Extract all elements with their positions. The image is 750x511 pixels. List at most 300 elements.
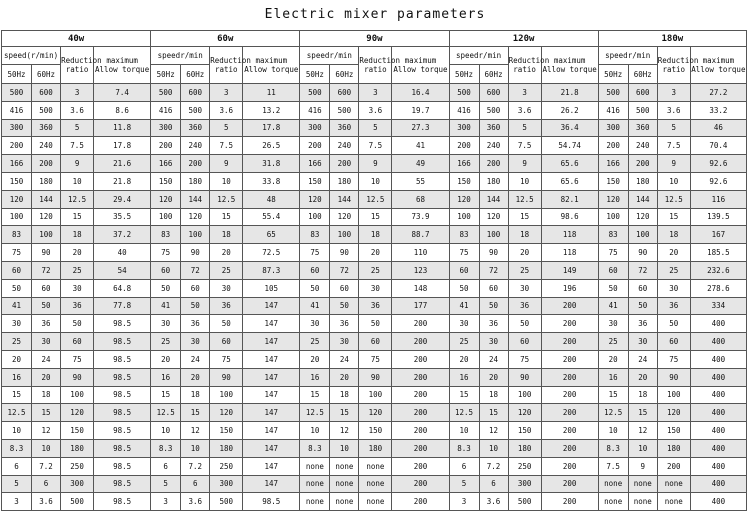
table-cell: 200 <box>541 439 598 457</box>
table-cell: 20 <box>32 368 61 386</box>
table-cell: 200 <box>2 137 32 155</box>
table-cell: 10 <box>181 439 210 457</box>
hz50-header: 50Hz <box>300 65 330 84</box>
table-cell: 92.6 <box>690 172 746 190</box>
table-cell: 200 <box>330 155 359 173</box>
table-cell: 15 <box>32 404 61 422</box>
table-cell: 30 <box>61 279 94 297</box>
table-cell: 90 <box>210 368 243 386</box>
table-cell: 196 <box>541 279 598 297</box>
hz60-header: 60Hz <box>628 65 657 84</box>
table-cell: 3 <box>359 84 392 102</box>
table-cell: 100 <box>151 208 181 226</box>
hz60-header: 60Hz <box>32 65 61 84</box>
table-cell: 21.8 <box>541 84 598 102</box>
table-cell: 400 <box>690 368 746 386</box>
table-row <box>2 493 747 511</box>
table-cell: 20 <box>151 350 181 368</box>
hz50-header: 50Hz <box>449 65 479 84</box>
table-cell: 77.8 <box>94 297 151 315</box>
table-cell: 500 <box>210 493 243 511</box>
table-cell: 98.5 <box>94 439 151 457</box>
table-cell: 300 <box>598 119 628 137</box>
table-cell: 5 <box>151 475 181 493</box>
table-cell: 73.9 <box>392 208 449 226</box>
power-header: 60w <box>151 31 300 47</box>
table-cell: 10 <box>300 422 330 440</box>
table-cell: 200 <box>628 155 657 173</box>
table-cell: 180 <box>61 439 94 457</box>
table-cell: 400 <box>690 386 746 404</box>
table-cell: 150 <box>61 422 94 440</box>
table-cell: 9 <box>628 457 657 475</box>
table-cell: 3.6 <box>359 101 392 119</box>
table-cell: 55 <box>392 172 449 190</box>
table-cell: 200 <box>392 475 449 493</box>
table-cell: 48 <box>243 190 300 208</box>
table-cell: none <box>657 475 690 493</box>
table-cell: 41 <box>598 297 628 315</box>
table-cell: 120 <box>61 404 94 422</box>
table-cell: 30 <box>479 333 508 351</box>
table-cell: 7.2 <box>479 457 508 475</box>
table-cell: 60 <box>32 279 61 297</box>
table-cell: 148 <box>392 279 449 297</box>
table-cell: 500 <box>181 101 210 119</box>
table-cell: 150 <box>210 422 243 440</box>
table-cell: 6 <box>2 457 32 475</box>
table-cell: 54 <box>94 261 151 279</box>
table-cell: 180 <box>359 439 392 457</box>
table-cell: 25 <box>2 333 32 351</box>
table-cell: 10 <box>210 172 243 190</box>
table-cell: 90 <box>61 368 94 386</box>
table-cell: 12.5 <box>359 190 392 208</box>
table-cell: 600 <box>628 84 657 102</box>
table-cell: 6 <box>479 475 508 493</box>
power-header-row <box>2 31 747 47</box>
table-cell: 250 <box>508 457 541 475</box>
table-cell: 15 <box>479 404 508 422</box>
table-cell: 150 <box>359 422 392 440</box>
table-cell: 60 <box>359 333 392 351</box>
table-cell: 5 <box>61 119 94 137</box>
table-cell: 18 <box>359 226 392 244</box>
table-cell: 600 <box>181 84 210 102</box>
table-cell: 60 <box>210 333 243 351</box>
table-cell: 12.5 <box>657 190 690 208</box>
table-cell: 16 <box>598 368 628 386</box>
table-cell: 17.8 <box>94 137 151 155</box>
table-cell: 30 <box>181 333 210 351</box>
table-row <box>2 404 747 422</box>
table-cell: 200 <box>181 155 210 173</box>
table-cell: 185.5 <box>690 244 746 262</box>
table-cell: 20 <box>330 368 359 386</box>
table-cell: 500 <box>2 84 32 102</box>
table-cell: 3 <box>508 84 541 102</box>
table-cell: 75 <box>300 244 330 262</box>
table-cell: 29.4 <box>94 190 151 208</box>
table-cell: 118 <box>541 226 598 244</box>
table-cell: 83 <box>151 226 181 244</box>
speed-header: speedr/min <box>300 47 359 65</box>
table-cell: 100 <box>508 386 541 404</box>
table-cell: 30 <box>657 279 690 297</box>
table-cell: 144 <box>181 190 210 208</box>
table-cell: 240 <box>181 137 210 155</box>
table-cell: 7.5 <box>657 137 690 155</box>
table-cell: 7.5 <box>359 137 392 155</box>
table-cell: 98.5 <box>94 493 151 511</box>
table-cell: 150 <box>508 422 541 440</box>
table-cell: 36 <box>628 315 657 333</box>
hz60-header: 60Hz <box>479 65 508 84</box>
table-cell: 46 <box>690 119 746 137</box>
table-cell: 60 <box>628 279 657 297</box>
table-cell: 200 <box>449 137 479 155</box>
table-cell: 30 <box>300 315 330 333</box>
table-cell: 240 <box>32 137 61 155</box>
table-cell: 100 <box>330 226 359 244</box>
table-cell: 30 <box>598 315 628 333</box>
table-cell: 12.5 <box>2 404 32 422</box>
power-header: 90w <box>300 31 449 47</box>
table-cell: 83 <box>2 226 32 244</box>
table-cell: 400 <box>690 475 746 493</box>
table-cell: 12.5 <box>61 190 94 208</box>
table-cell: 20 <box>61 244 94 262</box>
table-cell: 72 <box>479 261 508 279</box>
table-cell: 300 <box>508 475 541 493</box>
table-cell: 3.6 <box>210 101 243 119</box>
table-cell: 8.3 <box>449 439 479 457</box>
table-cell: 30 <box>359 279 392 297</box>
table-cell: 166 <box>449 155 479 173</box>
table-cell: 200 <box>541 350 598 368</box>
table-cell: 20 <box>181 368 210 386</box>
table-cell: 8.6 <box>94 101 151 119</box>
table-cell: 100 <box>300 208 330 226</box>
table-cell: 278.6 <box>690 279 746 297</box>
table-cell: 50 <box>61 315 94 333</box>
table-row <box>2 119 747 137</box>
table-cell: 10 <box>359 172 392 190</box>
table-cell: 5 <box>657 119 690 137</box>
table-cell: 400 <box>690 422 746 440</box>
table-cell: 6 <box>151 457 181 475</box>
table-row <box>2 155 747 173</box>
table-cell: 12 <box>32 422 61 440</box>
table-cell: 147 <box>243 457 300 475</box>
table-cell: 90 <box>181 244 210 262</box>
table-cell: 50 <box>479 297 508 315</box>
table-cell: 200 <box>479 155 508 173</box>
table-cell: 41 <box>392 137 449 155</box>
table-cell: 3.6 <box>508 101 541 119</box>
table-cell: none <box>359 475 392 493</box>
table-cell: 15 <box>181 404 210 422</box>
table-row <box>2 172 747 190</box>
table-cell: 60 <box>330 279 359 297</box>
table-cell: 19.7 <box>392 101 449 119</box>
table-cell: 9 <box>210 155 243 173</box>
table-cell: 300 <box>2 119 32 137</box>
table-cell: 10 <box>449 422 479 440</box>
table-cell: 20 <box>359 244 392 262</box>
table-cell: 180 <box>330 172 359 190</box>
table-cell: 300 <box>300 119 330 137</box>
table-cell: 200 <box>392 439 449 457</box>
table-cell: 12 <box>330 422 359 440</box>
table-cell: 147 <box>243 350 300 368</box>
table-cell: 16 <box>2 368 32 386</box>
table-cell: 15 <box>210 208 243 226</box>
table-cell: 90 <box>359 368 392 386</box>
table-cell: 400 <box>690 404 746 422</box>
table-cell: 5 <box>449 475 479 493</box>
table-cell: 68 <box>392 190 449 208</box>
table-cell: 60 <box>449 261 479 279</box>
table-cell: 18 <box>210 226 243 244</box>
table-cell: 150 <box>151 172 181 190</box>
table-cell: 75 <box>508 350 541 368</box>
table-cell: 50 <box>32 297 61 315</box>
table-cell: 36.4 <box>541 119 598 137</box>
table-row <box>2 84 747 102</box>
table-cell: 60 <box>598 261 628 279</box>
table-cell: 8.3 <box>2 439 32 457</box>
table-cell: 150 <box>449 172 479 190</box>
table-row <box>2 244 747 262</box>
table-row <box>2 226 747 244</box>
table-cell: 25 <box>210 261 243 279</box>
parameters-table <box>1 30 747 511</box>
table-cell: 75 <box>2 244 32 262</box>
table-cell: 150 <box>2 172 32 190</box>
table-cell: 20 <box>598 350 628 368</box>
table-cell: 9 <box>61 155 94 173</box>
table-cell: 300 <box>61 475 94 493</box>
table-cell: 147 <box>243 404 300 422</box>
table-cell: 110 <box>392 244 449 262</box>
table-cell: 600 <box>479 84 508 102</box>
table-cell: 30 <box>2 315 32 333</box>
table-cell: 24 <box>32 350 61 368</box>
table-cell: 200 <box>657 457 690 475</box>
table-row <box>2 101 747 119</box>
max-torque-header: maximum Allow torque <box>243 47 300 84</box>
table-cell: 36 <box>330 315 359 333</box>
table-cell: 72 <box>32 261 61 279</box>
table-cell: 25 <box>151 333 181 351</box>
table-cell: 26.2 <box>541 101 598 119</box>
table-cell: 334 <box>690 297 746 315</box>
table-cell: 36 <box>32 315 61 333</box>
table-cell: 144 <box>628 190 657 208</box>
table-cell: 36 <box>657 297 690 315</box>
table-cell: 41 <box>2 297 32 315</box>
table-cell: 100 <box>598 208 628 226</box>
table-cell: 30 <box>330 333 359 351</box>
table-cell: 25 <box>300 333 330 351</box>
table-cell: 300 <box>449 119 479 137</box>
table-cell: 3.6 <box>181 493 210 511</box>
table-cell: 200 <box>392 457 449 475</box>
table-cell: 360 <box>479 119 508 137</box>
table-cell: 17.8 <box>243 119 300 137</box>
table-cell: none <box>598 493 628 511</box>
table-cell: 250 <box>61 457 94 475</box>
table-cell: 31.8 <box>243 155 300 173</box>
table-cell: 118 <box>541 244 598 262</box>
table-cell: 150 <box>300 172 330 190</box>
table-cell: 54.74 <box>541 137 598 155</box>
table-cell: 144 <box>479 190 508 208</box>
column-header-row <box>2 47 747 65</box>
table-cell: 416 <box>151 101 181 119</box>
table-cell: 64.8 <box>94 279 151 297</box>
table-cell: 9 <box>359 155 392 173</box>
table-cell: 24 <box>330 350 359 368</box>
table-cell: 98.5 <box>94 475 151 493</box>
table-cell: 75 <box>598 244 628 262</box>
table-cell: 500 <box>479 101 508 119</box>
table-cell: 10 <box>657 172 690 190</box>
table-cell: 200 <box>392 493 449 511</box>
table-cell: 100 <box>32 226 61 244</box>
table-cell: 120 <box>359 404 392 422</box>
table-cell: 400 <box>690 439 746 457</box>
table-cell: 240 <box>628 137 657 155</box>
table-cell: 21.8 <box>94 172 151 190</box>
table-cell: 166 <box>151 155 181 173</box>
table-cell: 3 <box>210 84 243 102</box>
table-cell: 250 <box>210 457 243 475</box>
table-cell: 10 <box>2 422 32 440</box>
table-cell: 98.5 <box>94 333 151 351</box>
table-cell: 100 <box>181 226 210 244</box>
table-cell: 33.8 <box>243 172 300 190</box>
table-cell: 26.5 <box>243 137 300 155</box>
table-cell: 144 <box>32 190 61 208</box>
table-row <box>2 297 747 315</box>
table-cell: 3 <box>151 493 181 511</box>
table-cell: 400 <box>690 315 746 333</box>
table-cell: 30 <box>151 315 181 333</box>
table-cell: 100 <box>2 208 32 226</box>
table-cell: 7.5 <box>598 457 628 475</box>
table-cell: 300 <box>210 475 243 493</box>
table-cell: 65.6 <box>541 155 598 173</box>
table-cell: 10 <box>32 439 61 457</box>
table-cell: 200 <box>392 315 449 333</box>
table-cell: 120 <box>330 208 359 226</box>
table-cell: 30 <box>210 279 243 297</box>
table-cell: 200 <box>541 493 598 511</box>
table-cell: 150 <box>657 422 690 440</box>
table-cell: 36 <box>359 297 392 315</box>
table-cell: 27.3 <box>392 119 449 137</box>
table-row <box>2 350 747 368</box>
table-cell: 7.5 <box>508 137 541 155</box>
speed-header: speedr/min <box>598 47 657 65</box>
table-cell: 8.3 <box>598 439 628 457</box>
table-cell: 120 <box>657 404 690 422</box>
table-cell: 7.4 <box>94 84 151 102</box>
table-row <box>2 279 747 297</box>
table-cell: 200 <box>541 333 598 351</box>
table-cell: 98.5 <box>94 315 151 333</box>
table-cell: 83 <box>300 226 330 244</box>
table-cell: 98.5 <box>94 457 151 475</box>
table-cell: 18 <box>330 386 359 404</box>
table-cell: 18 <box>657 226 690 244</box>
table-cell: 600 <box>32 84 61 102</box>
table-cell: 177 <box>392 297 449 315</box>
table-cell: 11 <box>243 84 300 102</box>
table-cell: 180 <box>479 172 508 190</box>
table-cell: 15 <box>2 386 32 404</box>
table-cell: 400 <box>690 493 746 511</box>
table-cell: 100 <box>657 386 690 404</box>
max-torque-header: maximum Allow torque <box>541 47 598 84</box>
table-cell: 10 <box>61 172 94 190</box>
table-cell: 13.2 <box>243 101 300 119</box>
table-cell: 30 <box>628 333 657 351</box>
table-row <box>2 137 747 155</box>
table-cell: 30 <box>32 333 61 351</box>
table-cell: 12 <box>181 422 210 440</box>
table-cell: 20 <box>479 368 508 386</box>
table-cell: 200 <box>392 350 449 368</box>
table-row <box>2 386 747 404</box>
table-cell: 120 <box>479 208 508 226</box>
table-cell: 11.8 <box>94 119 151 137</box>
table-cell: 15 <box>657 208 690 226</box>
max-torque-header: maximum Allow torque <box>690 47 746 84</box>
table-cell: 5 <box>210 119 243 137</box>
table-cell: 60 <box>2 261 32 279</box>
table-cell: 20 <box>508 244 541 262</box>
table-cell: 12.5 <box>508 190 541 208</box>
table-cell: 30 <box>449 315 479 333</box>
table-cell: none <box>300 457 330 475</box>
table-cell: 12 <box>479 422 508 440</box>
table-cell: 100 <box>628 226 657 244</box>
table-cell: 16.4 <box>392 84 449 102</box>
table-cell: 72.5 <box>243 244 300 262</box>
reduction-ratio-header: Reduction ratio <box>508 47 541 84</box>
table-cell: 72 <box>330 261 359 279</box>
table-cell: 10 <box>479 439 508 457</box>
table-cell: none <box>330 475 359 493</box>
table-cell: 200 <box>541 475 598 493</box>
table-cell: 180 <box>628 172 657 190</box>
table-cell: 100 <box>479 226 508 244</box>
table-cell: 232.6 <box>690 261 746 279</box>
table-cell: 147 <box>243 297 300 315</box>
table-cell: 240 <box>330 137 359 155</box>
table-cell: 30 <box>508 279 541 297</box>
table-cell: 5 <box>508 119 541 137</box>
table-cell: 20 <box>628 368 657 386</box>
table-cell: 180 <box>210 439 243 457</box>
table-cell: 50 <box>628 297 657 315</box>
table-cell: 35.5 <box>94 208 151 226</box>
table-cell: 500 <box>300 84 330 102</box>
table-row <box>2 190 747 208</box>
